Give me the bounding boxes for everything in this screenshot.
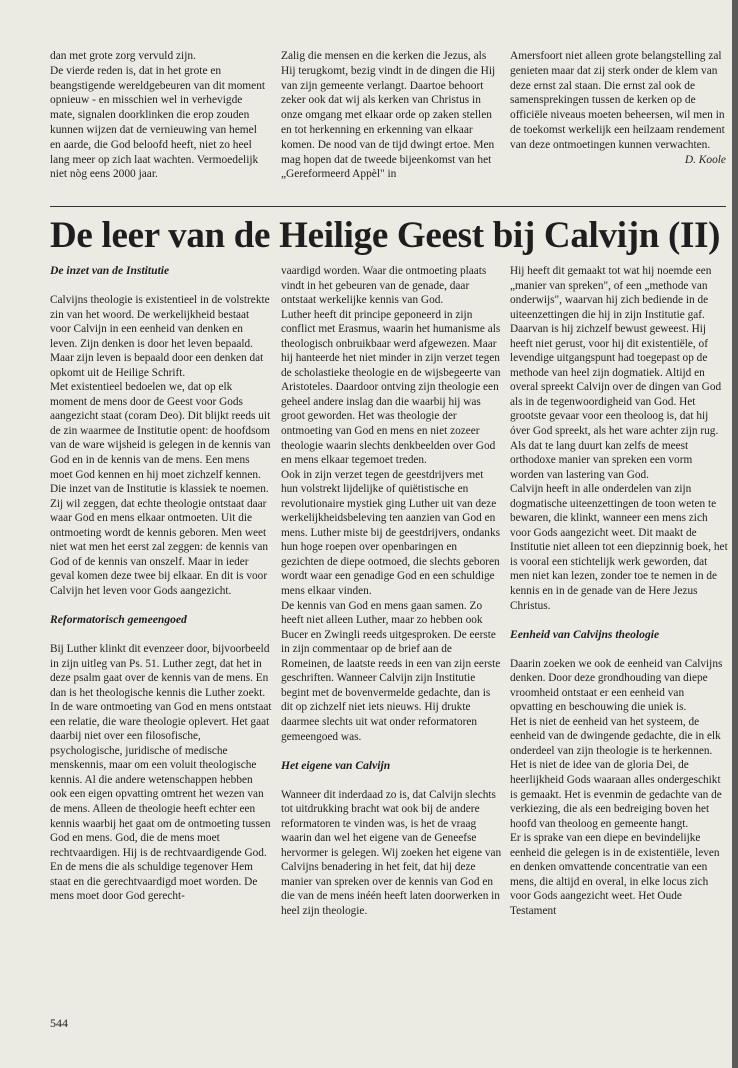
section-heading: Het eigene van Calvijn (281, 758, 391, 772)
paragraph: Met existentieel bedoelen we, dat op elk moment de mens door de Geest voor Gods aangezicht staat (coram Deo). Dit blijkt reeds uit de zin waarmee de Institutie opent: de hoofdsom van de ware wijsheid is gelegen in de kennis van God en in de kennis van de mens. Een mens moet God kennen en hij moet zichzelf kennen. Die inzet van de Institutie is klassiek te noemen. Zij wil zeggen, dat echte theologie ontstaat daar waar God en mens elkaar ontmoeten. Uit die ontmoeting wordt de kennis geboren. Men weet niet wat men het eerst zal zeggen: de kennis van God of de kennis van onszelf. Maar in ieder geval komen deze twee bij elkaar. En dit is voor Calvijn het leven voor Gods aangezicht. (50, 381, 271, 597)
paragraph: Ook in zijn verzet tegen de geestdrijvers met hun volstrekt lijdelijke of quiëtistische en revolutionaire mystiek ging Luther uit van deze werkelijkheidsbeleving ten aanzien van God en mens. Luther miste bij de geestdrijvers, ondanks hun hoge roepen over openbaringen en gezichten de diepe ootmoed, die slechts geboren wordt waar een genadige God en een schuldige mens elkaar vinden. (281, 468, 500, 598)
top-column-3 (510, 49, 726, 167)
paragraph: Het is niet de idee van de gloria Dei, de heerlijkheid Gods waaraan alles ondergeschikt is gemaakt. Het is evenmin de gedachte van de verkiezing, die als een bedreiging boven het hoofd van theoloog en gemeente hangt. (510, 759, 722, 830)
previous-article-ending (50, 49, 726, 199)
article-column-1 (50, 264, 272, 904)
paragraph: dan met grote zorg vervuld zijn. (50, 50, 196, 62)
author-signature: D. Koole (684, 153, 726, 166)
paragraph: Amersfoort niet alleen grote belangstelling zal genieten maar dat zij sterk onder de klem van deze ernst zal staan. Die ernst zal ook de samensprekingen tussen de kerken op de officiële niveaus moeten beheersen, wil men in de toekomst werkelijk een heilzaam rendement van deze ontmoetingen kunnen verwachten. (510, 50, 725, 151)
section-divider (50, 206, 726, 207)
paragraph: Het is niet de eenheid van het systeem, de eenheid van de dwingende gedachte, die in elk onderdeel van zijn theologie is te herkennen. (510, 715, 721, 757)
paragraph: Er is sprake van een diepe en bevindelijke eenheid die gelegen is in de existentiële, leven en denken omvattende concentratie van een mens, die altijd en overal, in elke locus zich voor Gods aangezicht weet. Het Oude Testament (510, 832, 720, 917)
paragraph: Daarvan is hij zichzelf bewust geweest. Hij heeft niet gerust, voor hij dit existentiële, of levendige uitgangspunt had toegepast op de methode van heel zijn dogmatiek. Altijd en overal spreekt Calvijn over de dingen van God als in de tegenwoordigheid van God. Het grootste gevaar voor een theoloog is, dat hij óver God spreekt, als het ware achter zijn rug. Als dat te lang duurt kan zelfs de meest orthodoxe manier van spreken een vorm worden van lastering van God. (510, 323, 722, 481)
paragraph: Wanneer dit inderdaad zo is, dat Calvijn slechts tot uitdrukking bracht wat ook bij de andere reformatoren te vinden was, is het de vraag waarin dan wel het eigene van de Geneefse hervormer is gelegen. Wij zoeken het eigene van Calvijns benadering in het feit, dat hij deze manier van spreken over de kennis van God en die van de mens inéén heeft laten doorwerken in heel zijn theologie. (281, 788, 502, 917)
article-column-2 (281, 264, 503, 918)
paragraph: Calvijn heeft in alle onderdelen van zijn dogmatische uiteenzettingen de toon weten te bewaren, die klinkt, wanneer een mens zich voor Gods aangezicht weet. Dit maakt de Institutie niet alleen tot een diepzinnig boek, het is vooral een stichtelijk werk geworden, dat men niet kan lezen, zonder toe te nemen in de kennis en in de genade van de Here Jezus Christus. (510, 483, 728, 612)
section-heading: Eenheid van Calvijns theologie (510, 627, 660, 641)
top-column-2 (281, 49, 499, 182)
paragraph: vaardigd worden. Waar die ontmoeting plaats vindt in het gebeuren van de genade, daar ontstaat werkelijke kennis van God. (281, 265, 487, 307)
paragraph: De kennis van God en mens gaan samen. Zo heeft niet alleen Luther, maar zo hebben ook Bucer en Zwingli reeds uitgesproken. De eerste in zijn commentaar op de brief aan de Romeinen, de laatste reeds in een van zijn eerste geschriften. Wanneer Calvijn zijn Institutie begint met de bovenvermelde gedachte, dan is dit op zichzelf niet iets nieuws. Hij drukte daarmee slechts uit wat onder reformatoren gemeengoed was. (281, 599, 501, 743)
paragraph: Zalig die mensen en die kerken die Jezus, als Hij terugkomt, bezig vindt in de dingen die Hij van zijn gemeente verlangt. Daartoe behoort zeker ook dat wij als kerken van Christus in onze omgang met elkaar orde op zaken stellen en tot herkenning en erkenning van elkaar komen. De nood van de tijd dwingt ertoe. Men mag hopen dat de tweede bijeenkomst van het „Gereformeerd Appèl" in (281, 50, 496, 181)
section-heading: De inzet van de Institutie (50, 264, 170, 277)
top-column-1 (50, 49, 268, 182)
article-title: De leer van de Heilige Geest bij Calvijn (II) (50, 215, 721, 256)
paragraph: Hij heeft dit gemaakt tot wat hij noemde een „manier van spreken", of een „methode van onderwijs", waarvan hij zich bediende in de uiteenzettingen die hij in zijn Institutie gaf. (510, 265, 712, 321)
scan-edge (732, 0, 738, 1068)
article-body (50, 264, 726, 1034)
page-number: 544 (50, 1016, 68, 1030)
article-column-3 (510, 264, 728, 918)
paragraph: Calvijns theologie is existentieel in de volstrekte zin van het woord. De werkelijkheid bestaat voor Calvijn in een eenheid van denken en leven. Zijn denken is door het leven bepaald. Maar zijn leven is bepaald door een denken dat opkomt uit de Heilige Schrift. (50, 294, 270, 379)
paragraph: Luther heeft dit principe geponeerd in zijn conflict met Erasmus, waarin het humanisme als theologisch onbruikbaar werd afgewezen. Maar hij hanteerde het niet minder in zijn verzet tegen de scholastieke theologie en de wijsbegeerte van Aristoteles. Daardoor ontving zijn theologie een geheel andere inslag dan die waarbij hij was groot geworden. Het was theologie der ontmoeting van God en mens en niet zozeer theologie waarin slechts denkbeelden over God en mens elkaar tegemoet treden. (281, 308, 501, 467)
paragraph: Daarin zoeken we ook de eenheid van Calvijns denken. Door deze grondhouding van diepe vroomheid ontstaat er een eenheid van opvatting en beschouwing die uniek is. (510, 657, 723, 714)
paragraph: De vierde reden is, dat in het grote en beangstigende wereldgebeuren van dit moment opnieuw - en misschien wel in verhevigde mate, signalen doorklinken die erop zouden kunnen wijzen dat de vernieuwing van hemel en aarde, die God beloofd heeft, niet zo heel lang meer op zich laat wachten. Vermoedelijk niet nòg eens 2000 jaar. (50, 64, 266, 181)
section-heading: Reformatorisch gemeengoed (50, 612, 187, 626)
paragraph: Bij Luther klinkt dit evenzeer door, bijvoorbeeld in zijn uitleg van Ps. 51. Luther zegt, dat het in deze psalm gaat over de kennis van de mens. En dan is het theologische kennis die Luther zoekt. In de ware ontmoeting van God en mens ontstaat een relatie, die ware theologie oplevert. Het gaat daarbij niet over een filosofische, psychologische, juridische of medische menskennis, maar om een voluit theologische kennis. Al die andere wetenschappen hebben ook een eigen opvatting omtrent het wezen van de mens. Alleen de theologie heeft echter een kennis waarbij het gaat om de ontmoeting tussen God en mens. God, die de mens moet rechtvaardigen. Hij is de rechtvaardigende God. En de mens die als schuldige tegenover Hem staat en die gerechtvaardigd moet worden. De mens moet door God gerecht- (50, 642, 272, 903)
